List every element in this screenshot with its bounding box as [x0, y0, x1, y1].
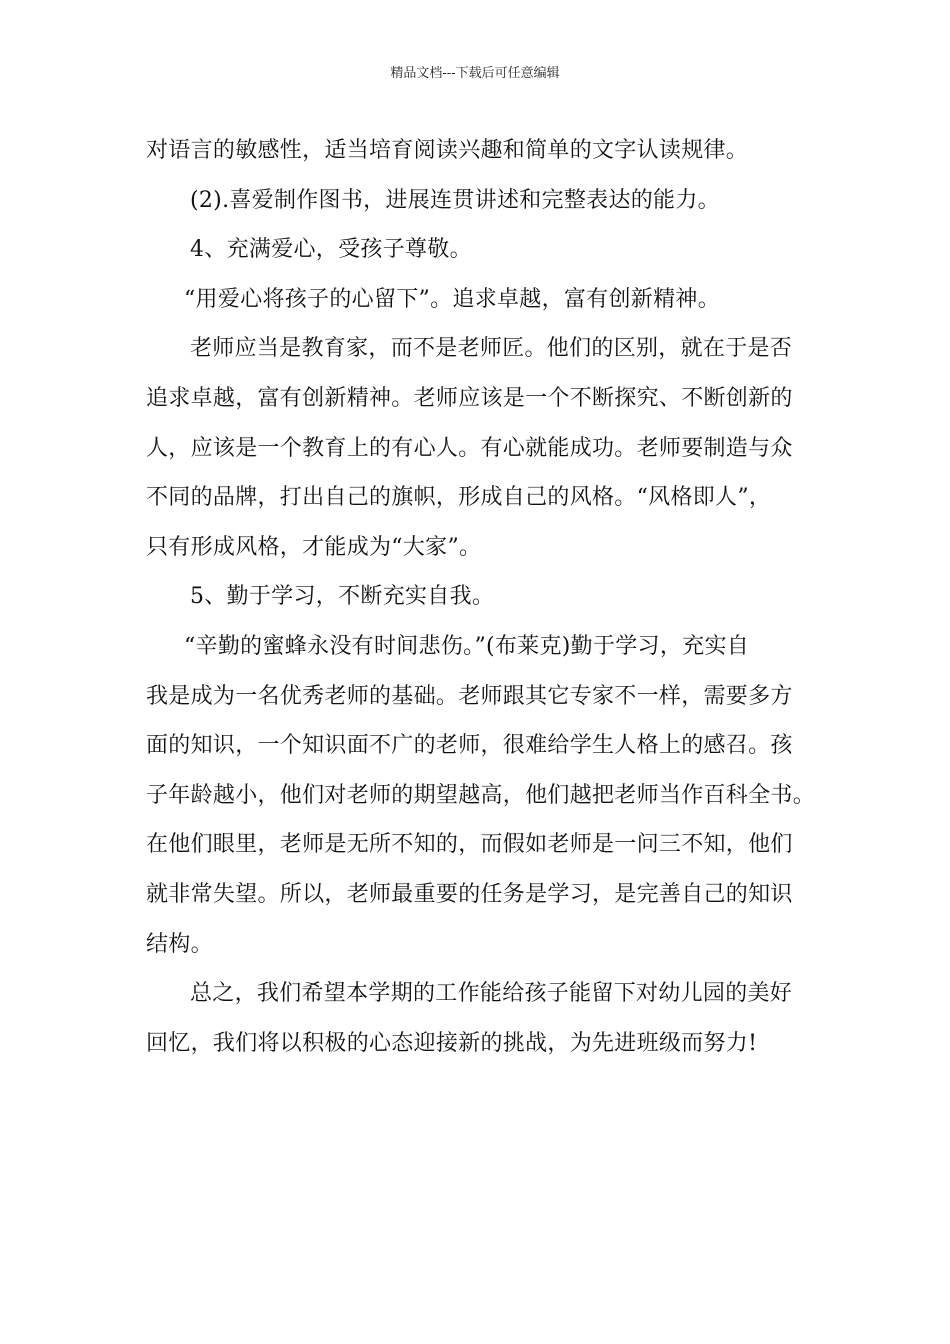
text-line: “辛勤的蜜蜂永没有时间悲伤。”(布莱克)勤于学习，充实自 [184, 633, 750, 659]
document-body [146, 128, 836, 1070]
text-line: 老师应当是教育家，而不是老师匠。他们的区别，就在于是否 [190, 336, 793, 362]
page-header: 精品文档---下载后可任意编辑 [390, 66, 560, 81]
text-line: 子年龄越小，他们对老师的期望越高，他们越把老师当作百科全书。 [146, 782, 816, 808]
text-line: 追求卓越，富有创新精神。老师应该是一个不断探究、不断创新的 [146, 385, 793, 411]
text-line: 回忆，我们将以积极的心态迎接新的挑战，为先进班级而努力! [146, 1030, 758, 1056]
text-line: 人，应该是一个教育上的有心人。有心就能成功。老师要制造与众 [146, 435, 793, 461]
text-line: 结构。 [146, 931, 213, 957]
section-heading: 4、充满爱心，受孩子尊敬。 [190, 237, 472, 263]
text-line: “用爱心将孩子的心留下”。追求卓越，富有创新精神。 [184, 286, 720, 312]
text-line: 只有形成风格，才能成为“大家”。 [146, 534, 482, 560]
text-line: 总之，我们希望本学期的工作能给孩子能留下对幼儿园的美好 [190, 981, 793, 1007]
text-line: 在他们眼里，老师是无所不知的，而假如老师是一问三不知，他们 [146, 832, 793, 858]
text-line: 面的知识，一个知识面不广的老师，很难给学生人格上的感召。孩 [146, 733, 793, 759]
text-line: 我是成为一名优秀老师的基础。老师跟其它专家不一样，需要多方 [146, 683, 793, 709]
section-heading: 5、勤于学习，不断充实自我。 [190, 584, 495, 610]
text-line: 不同的品牌，打出自己的旗帜，形成自己的风格。“风格即人”， [146, 485, 772, 511]
text-line: (2).喜爱制作图书，进展连贯讲述和完整表达的能力。 [190, 187, 720, 213]
text-line: 就非常失望。所以，老师最重要的任务是学习，是完善自己的知识 [146, 881, 793, 907]
text-line: 对语言的敏感性，适当培育阅读兴趣和简单的文字认读规律。 [146, 138, 749, 163]
